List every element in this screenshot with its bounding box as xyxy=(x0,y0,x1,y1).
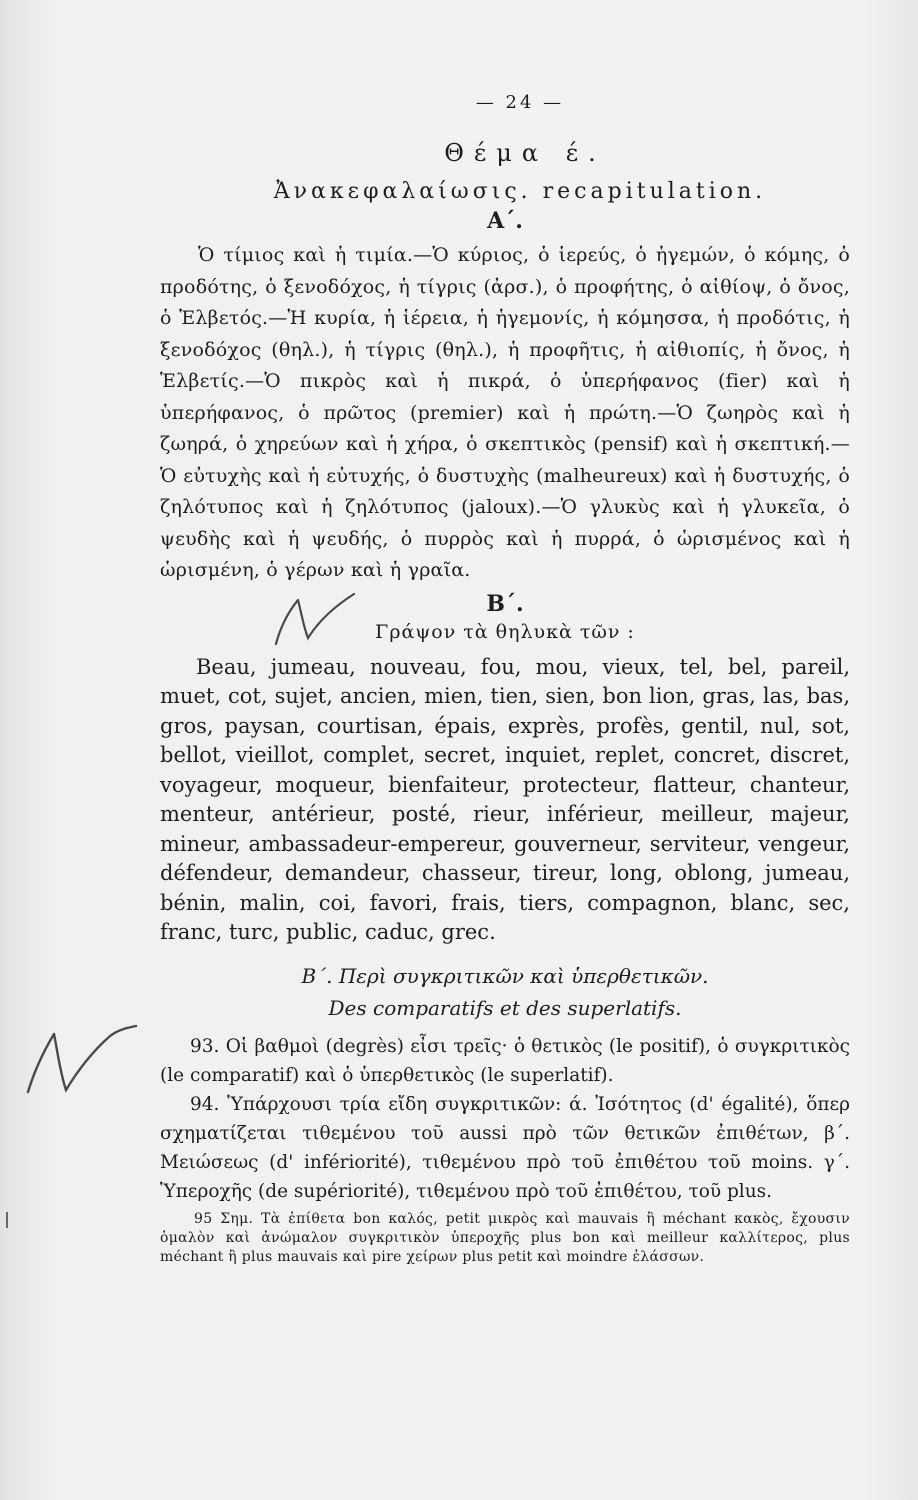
section-a-paragraph: Ὁ τίμιος καὶ ἡ τιμία.—Ὁ κύριος, ὁ ἱερεύς, ὁ ἡγεμών, ὁ κόμης, ὁ προδότης, ὁ ξενοδόχος, ἡ τίγρις (ἀρσ.), ὁ προφήτης, ὁ αἰθίοψ, ὁ ὄνος, ὁ Ἑλβετός.—Ἡ κυρία, ἡ ἱέρεια, ἡ ἡγεμονίς, ἡ κόμησσα, ἡ προδότις, ἡ ξενοδόχος (θηλ.), ἡ τίγρις (θηλ.), ἡ προφῆτις, ἡ αἰθιοπίς, ἡ ὄνος, ἡ Ἑλβετίς.—Ὁ πικρὸς καὶ ἡ πικρά, ὁ ὑπερήφανος (fier) καὶ ἡ ὑπερήφανος, ὁ πρῶτος (premier) καὶ ἡ πρώτη.—Ὁ ζωηρὸς καὶ ἡ ζωηρά, ὁ χηρεύων καὶ ἡ χήρα, ὁ σκεπτικὸς (pensif) καὶ ἡ σκεπτική.—Ὁ εὐτυχὴς καὶ ἡ εὐτυχής, ὁ δυστυχὴς (malheureux) καὶ ἡ δυστυχής, ὁ ζηλότυπος καὶ ἡ ζηλότυπος (jaloux).—Ὁ γλυκὺς καὶ ἡ γλυκεῖα, ὁ ψευδὴς καὶ ἡ ψευδής, ὁ πυρρὸς καὶ ἡ πυρρά, ὁ ὡρισμένος καὶ ἡ ὡρισμένη, ὁ γέρων καὶ ἡ γραῖα. xyxy=(160,244,850,581)
paragraph-94: 94. Ὑπάρχουσι τρία εἴδη συγκριτικῶν: ά. Ἰσότητος (d' égalité), ὅπερ σχηματίζεται τιθεμένου τοῦ aussi πρὸ τῶν θετικῶν ἐπιθέτων, β΄. Μειώσεως (d' infériorité), τιθεμένου πρὸ τοῦ ἐπιθέτου τοῦ moins. γ΄. Ὑπεροχῆς (de supériorité), τιθεμένου πρὸ τοῦ ἐπιθέτου, τοῦ plus. xyxy=(160,1093,850,1202)
section-a-heading: Α΄. xyxy=(487,208,523,234)
word-list-paragraph: Beau, jumeau, nouveau, fou, mou, vieux, tel, bel, pareil, muet, cot, sujet, ancien, mien, tien, sien, bon lion, gras, las, bas, gros, paysan, courtisan, épais, exprès, profès, gentil, nul, sot, bellot, vieillot, complet, secret, inquiet, replet, concret, discret, voyageur, moqueur, bienfaiteur, protecteur, flatteur, chanteur, menteur, antérieur, posté, rieur, inférieur, meilleur, majeur, mineur, ambassadeur-empereur, gouverneur, serviteur, vengeur, défendeur, demandeur, chasseur, tireur, long, oblong, jumeau, bénin, malin, coi, favori, frais, tiers, compagnon, blanc, sec, franc, turc, public, caduc, grec. xyxy=(160,654,850,944)
theme-title: Θέμα έ. xyxy=(444,139,606,167)
page-content xyxy=(160,92,850,1267)
footnote-95: 95 Σημ. Τὰ ἐπίθετα bon καλός, petit μικρὸς καὶ mauvais ἢ méchant κακὸς, ἔχουσιν ὁμαλὸν καὶ ἀνώμαλον συγκριτικὸν ὑπεροχῆς plus bon καὶ meilleur καλλίτερος, plus méchant ἢ plus mauvais καὶ pire χείρων plus petit καὶ moindre ἐλάσσων. xyxy=(160,1210,850,1265)
paragraph-93: 93. Οἱ βαθμοὶ (degrès) εἶσι τρεῖς· ὁ θετικὸς (le positif), ὁ συγκριτικὸς (le comparatif) καὶ ὁ ὑπερθετικὸς (le superlatif). xyxy=(160,1035,850,1086)
section-b-heading: Β΄. xyxy=(486,590,524,617)
margin-tick-mark xyxy=(2,1210,12,1230)
chapter-subtitle: Des comparatifs et des superlatifs. xyxy=(328,995,682,1020)
section-b-instruction: Γράψον τὰ θηλυκὰ τῶν : xyxy=(375,620,635,643)
pencil-mark-left xyxy=(14,1010,144,1100)
recap-title: Ἀνακεφαλαίωσις. recapitulation. xyxy=(273,179,767,204)
page-number: — 24 — xyxy=(475,92,565,113)
chapter-title: Β΄. Περὶ συγκριτικῶν καὶ ὑπερθετικῶν. xyxy=(301,963,709,988)
